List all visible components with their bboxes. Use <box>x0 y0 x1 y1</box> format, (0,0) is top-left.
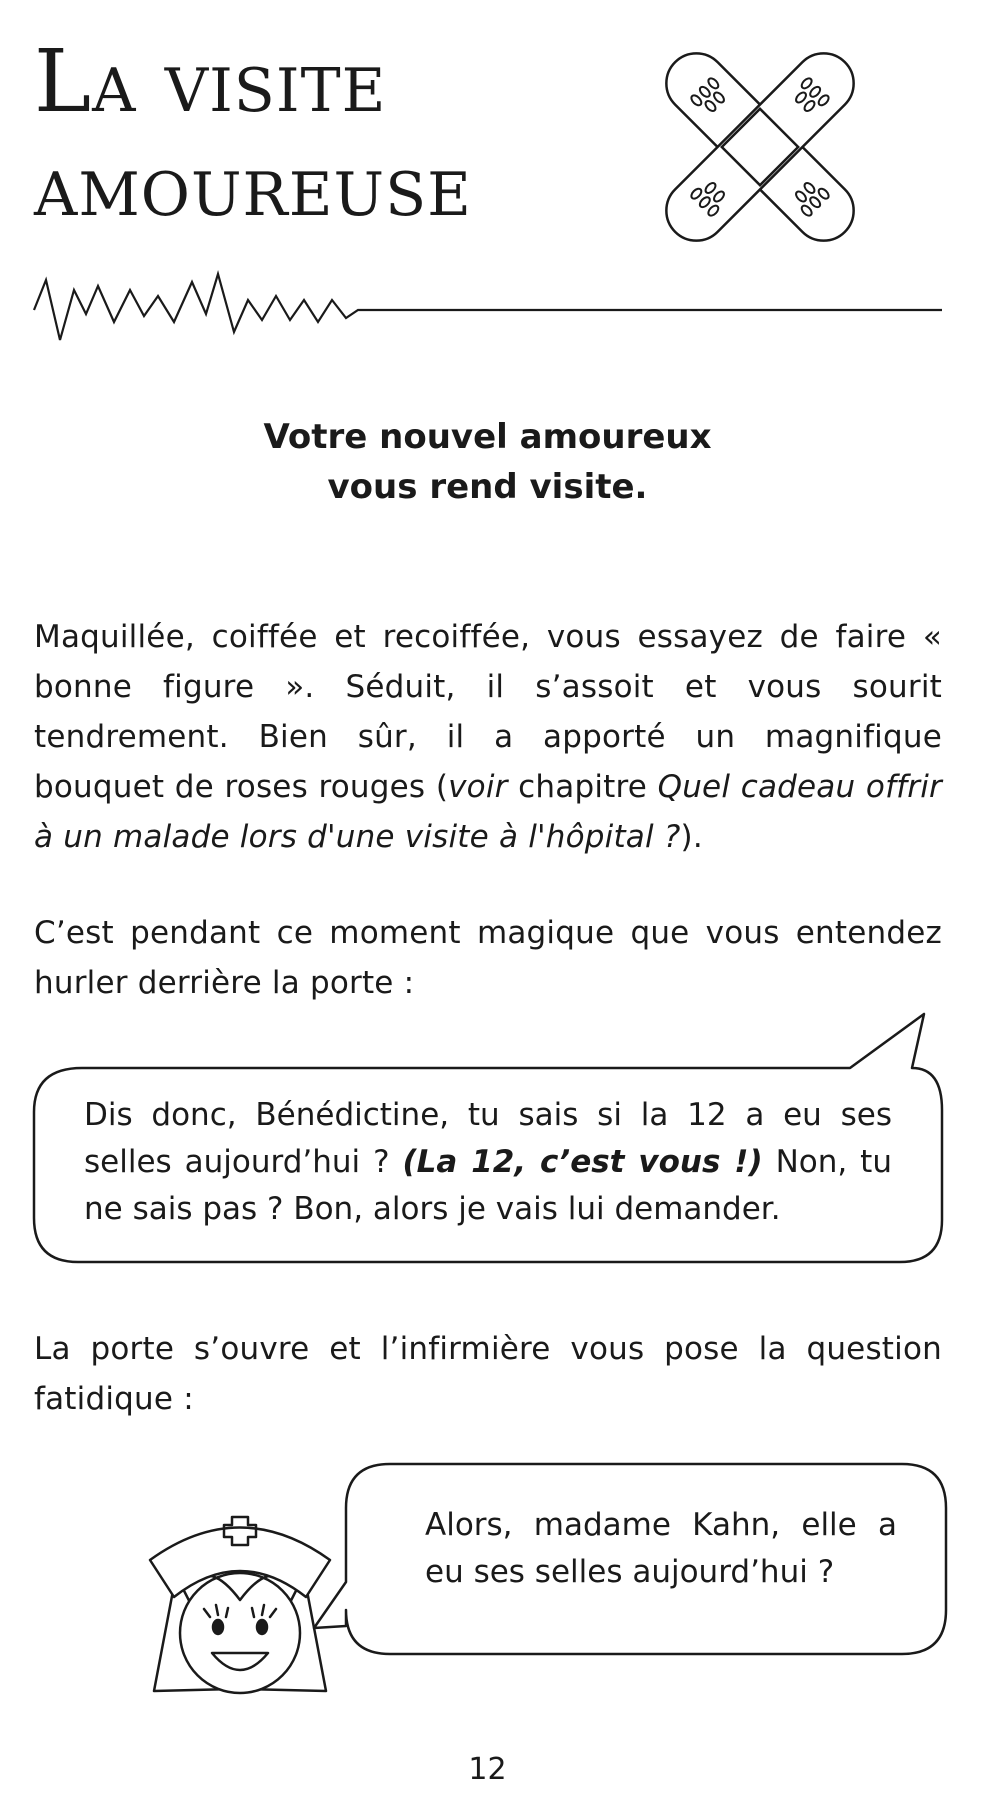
crossed-bandages-icon <box>645 32 875 262</box>
paragraph-text: Maquillée, coiffée et recoiffée, vous essayez de faire « bonne figure ». Séduit, il s’assoit et vous sourit tendrement. Bien sûr, il a apporté un magnifique bouquet de roses rouges ( <box>34 619 942 805</box>
paragraph-door-opens: La porte s’ouvre et l’infirmière vous pose la question fatidique : <box>34 1331 942 1417</box>
paragraph-text: chapitre <box>507 769 658 805</box>
heartbeat-line-icon <box>30 270 945 350</box>
bubble1-part2: Non, tu ne sais pas ? Bon, alors je vais lui demander. <box>84 1144 892 1227</box>
paragraph-italic: voir <box>448 769 508 805</box>
bubble1-text <box>84 1092 892 1233</box>
bubble1-part1: Dis donc, Bénédictine, tu sais si la 12 a eu ses selles aujourd’hui ? <box>84 1097 892 1180</box>
page-title <box>34 30 472 238</box>
page-number: 12 <box>468 1752 507 1787</box>
subtitle-line-1: Votre nouvel amoureux <box>263 417 712 457</box>
paragraph-text: ). <box>680 819 703 855</box>
title-line-1: La visite <box>34 32 387 132</box>
bubble1-emphasis: (La 12, c’est vous !) <box>402 1144 763 1180</box>
paragraph-magic-moment: C’est pendant ce moment magique que vous entendez hurler derrière la porte : <box>34 915 942 1001</box>
title-line-2: amoureuse <box>34 136 472 236</box>
chapter-reference: Quel cadeau offrir à un malade lors d'une visite à l'hôpital ? <box>34 769 942 855</box>
subtitle <box>0 412 975 512</box>
subtitle-line-2: vous rend visite. <box>327 467 648 507</box>
bubble2-text: Alors, madame Kahn, elle a eu ses selles aujourd’hui ? <box>425 1507 897 1590</box>
paragraph-makeup <box>34 612 942 862</box>
